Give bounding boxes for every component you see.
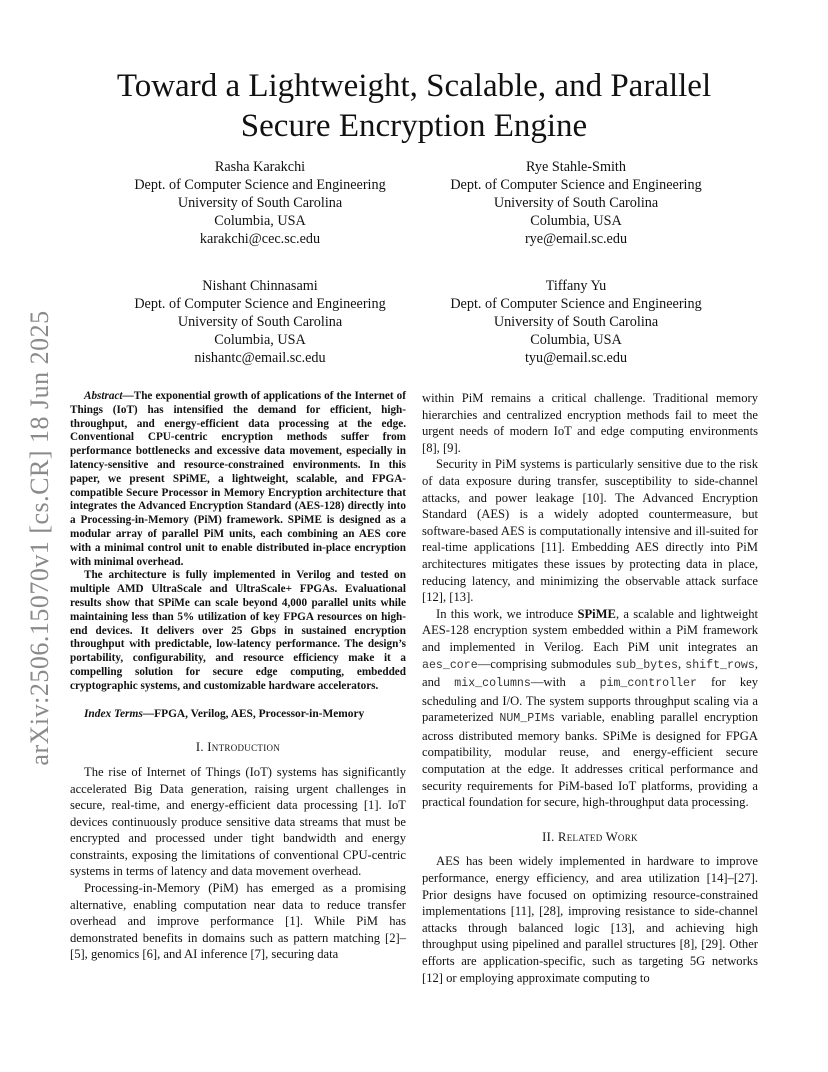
- author-name: Tiffany Yu: [545, 278, 607, 294]
- author-city: Columbia, USA: [530, 213, 622, 229]
- author-university: University of South Carolina: [493, 314, 659, 330]
- body-paragraph: AES has been widely implemented in hardware to improve performance, energy efficiency, and area utilization [14]–[27]. Prior designs have focused on optimizing resource-constrained implementations [11], [28], improving resistance to side-channel attacks through balanced logic [13], and achieving high throughput using pipelined and parallel structures [8], [29]. Other efforts are application-specific, such as targeting 5G networks [12] or employing approximate computing to: [422, 854, 758, 985]
- index-terms: Index Terms—FPGA, Verilog, AES, Processor-in-Memory: [84, 707, 365, 720]
- body-paragraph: In this work, we introduce SPiME, a scalable and lightweight AES-128 encryption system embedded within a PiM framework and implemented in Verilog. Each PiM unit integrates an aes_core—comprising submodules sub_bytes, shift_rows, and mix_columns—with a pim_controller for key scheduling and I/O. The system supports throughput scaling via a parameterized NUM_PIMs variable, enabling parallel encryption across distributed memory banks. SPiMe is designed for FPGA compatibility, modular reuse, and energy-efficient secure computation at the edge. It addresses critical performance and security requirements for PiM-based IoT platforms, providing a practical foundation for secure, high-throughput data processing.: [422, 606, 759, 810]
- body-paragraph: The rise of Internet of Things (IoT) systems has significantly accelerated Big Data generation, raising urgent challenges in secure, real-time, and energy-efficient data processing [1]. IoT devices continuously produce sensitive data streams that must be encrypted and processed under tight bandwidth and energy constraints, exposing the limitations of conventional CPU-centric systems in terms of latency and data movement overhead.: [70, 764, 406, 879]
- section-heading: II. Related Work: [542, 829, 638, 844]
- code-token: mix_columns: [454, 677, 531, 691]
- author-city: Columbia, USA: [214, 213, 306, 229]
- code-token: aes_core: [422, 658, 478, 672]
- left-column: [70, 390, 406, 963]
- code-token: sub_bytes: [615, 658, 678, 672]
- author-email: karakchi@cec.sc.edu: [199, 231, 321, 247]
- author-block: [110, 277, 410, 367]
- abstract: [70, 390, 406, 721]
- author-block: [426, 277, 726, 367]
- author-university: University of South Carolina: [493, 195, 659, 211]
- code-token: shift_rows: [685, 658, 755, 672]
- abstract-paragraph: Abstract—The exponential growth of applications of the Internet of Things (IoT) has intensified the demand for efficient, high-throughput, and energy-efficient data processing at the edge. Conventional CPU-centric encryption methods suffer from performance bottlenecks and excessive data movement, especially in latency-sensitive and resource-constrained environments. In this paper, we present SPiME, a lightweight, scalable, and FPGA-compatible Secure Processor in Memory Encryption architecture that integrates the Advanced Encryption Standard (AES-128) directly into a Processing-in-Memory (PiM) framework. SPiME is designed as a modular array of parallel PiM units, each combining an AES core with a minimal control unit to enable distributed in-place encryption with minimal overhead.: [70, 390, 406, 568]
- body-paragraph: within PiM remains a critical challenge. Traditional memory hierarchies and centralized encryption methods fail to meet the urgent needs of modern IoT and edge computing environments [8], [9].: [422, 391, 758, 455]
- author-dept: Dept. of Computer Science and Engineering: [134, 177, 386, 193]
- author-name: Rye Stahle-Smith: [526, 159, 626, 175]
- author-dept: Dept. of Computer Science and Engineering: [450, 296, 702, 312]
- author-email: tyu@email.sc.edu: [524, 350, 628, 366]
- author-email: nishantc@email.sc.edu: [194, 350, 326, 366]
- author-dept: Dept. of Computer Science and Engineering: [134, 296, 386, 312]
- body-paragraph: Security in PiM systems is particularly sensitive due to the risk of data exposure during transfer, susceptibility to side-channel attacks, and power leakage [10]. The Advanced Encryption Standard (AES) is a widely adopted countermeasure, but software-based AES is computationally intensive and ill-suited for real-time applications [11]. Embedding AES directly into PiM architectures mitigates these issues by protecting data in place, reducing latency, and minimizing the observable attack surface [12], [13].: [422, 457, 758, 605]
- right-column: [422, 390, 758, 986]
- arxiv-side-label: arXiv:2506.15070v1 [cs.CR] 18 Jun 2025: [25, 310, 54, 766]
- author-block: [426, 158, 726, 248]
- abstract-paragraph: The architecture is fully implemented in Verilog and tested on multiple AMD UltraScale and UltraScale+ FPGAs. Evaluational results show that SPiMe can scale beyond 4,000 parallel units while maintaining less than 5% utilization of key FPGA resources on high-end devices. It delivers over 25 Gbps in sustained encryption throughput with predictable, low-latency performance. The design’s portability, configurability, and resource efficiency make it a compelling solution for secure edge computing, embedded cryptographic systems, and customizable hardware accelerators.: [70, 569, 406, 692]
- author-city: Columbia, USA: [214, 332, 306, 348]
- code-token: NUM_PIMs: [499, 712, 556, 726]
- author-university: University of South Carolina: [177, 314, 343, 330]
- system-name: SPiME: [577, 606, 616, 621]
- author-email: rye@email.sc.edu: [524, 231, 628, 247]
- body-paragraph: Processing-in-Memory (PiM) has emerged as a promising alternative, enabling computation near data to reduce transfer overhead and improve performance [1]. While PiM has demonstrated benefits in domains such as pattern matching [2]–[5], genomics [6], and AI inference [7], securing data: [70, 881, 406, 962]
- author-university: University of South Carolina: [177, 195, 343, 211]
- author-block: [110, 158, 410, 248]
- author-name: Nishant Chinnasami: [202, 278, 318, 294]
- code-token: pim_controller: [599, 677, 697, 691]
- index-terms-label: Index Terms: [84, 707, 143, 720]
- section-heading: I. Introduction: [195, 740, 281, 755]
- author-name: Rasha Karakchi: [214, 159, 306, 175]
- author-city: Columbia, USA: [530, 332, 622, 348]
- paper-title: Toward a Lightweight, Scalable, and Parallel Secure Encryption Engine: [116, 68, 712, 144]
- author-dept: Dept. of Computer Science and Engineering: [450, 177, 702, 193]
- abstract-label: Abstract: [84, 390, 123, 402]
